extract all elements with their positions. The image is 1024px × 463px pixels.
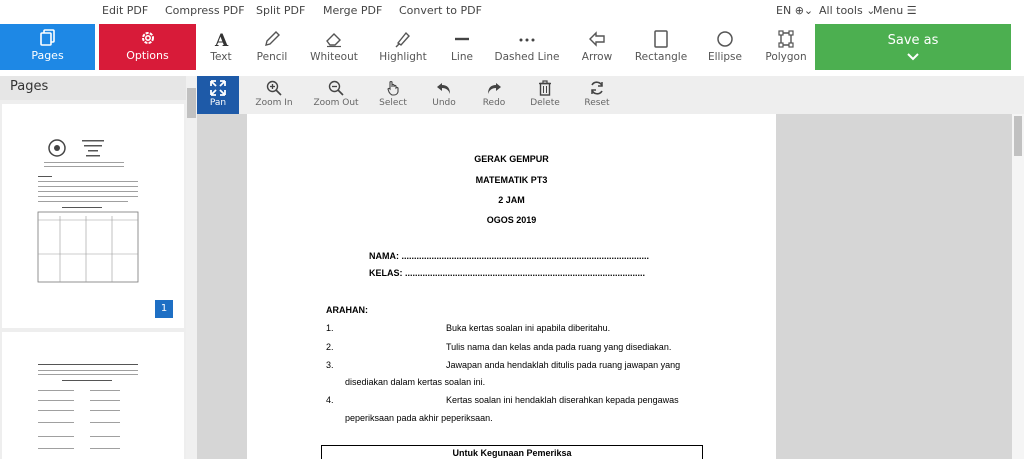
rectangle-icon bbox=[652, 30, 670, 48]
tool-zoom-out-label: Zoom Out bbox=[313, 98, 359, 108]
options-button-label: Options bbox=[126, 49, 169, 62]
tool-ellipse-label: Ellipse bbox=[708, 51, 742, 63]
tool-rectangle-label: Rectangle bbox=[634, 51, 688, 63]
tool-redo[interactable] bbox=[479, 76, 509, 114]
page-thumbnail-2-preview bbox=[2, 332, 184, 459]
tool-pan[interactable] bbox=[197, 76, 239, 114]
tool-arrow[interactable] bbox=[564, 26, 630, 63]
doc-item-continuation: disediakan dalam kertas soalan ini. bbox=[345, 377, 486, 387]
zoom-out-icon bbox=[328, 80, 344, 96]
zoom-in-icon bbox=[266, 80, 282, 96]
tool-line[interactable] bbox=[429, 26, 495, 63]
tool-polygon[interactable] bbox=[753, 26, 819, 63]
all-tools-label: All tools bbox=[819, 4, 863, 17]
globe-icon: ⊕⌄ bbox=[794, 4, 814, 17]
language-label: EN bbox=[776, 4, 792, 17]
doc-item-number: 1. bbox=[326, 323, 334, 333]
arrow-icon bbox=[588, 30, 606, 48]
pencil-icon bbox=[263, 30, 281, 48]
trash-icon bbox=[537, 80, 553, 96]
save-as-label: Save as bbox=[887, 33, 939, 48]
page-number-badge: 1 bbox=[155, 300, 173, 318]
doc-nama-field: NAMA: ................................................................................................... bbox=[369, 251, 650, 261]
sidebar-scrollbar-thumb[interactable] bbox=[187, 88, 196, 118]
all-tools-menu[interactable] bbox=[819, 4, 875, 17]
tool-undo[interactable] bbox=[429, 76, 459, 114]
tool-pencil[interactable] bbox=[239, 26, 305, 63]
tool-text-label: Text bbox=[210, 51, 232, 63]
nav-convert-to-pdf[interactable]: Convert to PDF bbox=[399, 4, 482, 17]
doc-title-line-2: MATEMATIK PT3 bbox=[475, 175, 548, 185]
svg-text:A: A bbox=[215, 31, 229, 48]
doc-item-number: 3. bbox=[326, 360, 334, 370]
tool-delete[interactable] bbox=[528, 76, 562, 114]
hand-pointer-icon bbox=[385, 80, 401, 96]
language-selector[interactable] bbox=[776, 4, 813, 17]
tool-zoom-in-label: Zoom In bbox=[255, 98, 293, 108]
doc-arahan-heading: ARAHAN: bbox=[326, 305, 368, 315]
tool-zoom-in[interactable] bbox=[249, 76, 299, 114]
nav-merge-pdf[interactable]: Merge PDF bbox=[323, 4, 383, 17]
doc-item-number: 2. bbox=[326, 342, 334, 352]
tool-undo-label: Undo bbox=[432, 98, 456, 108]
doc-item-text: Tulis nama dan kelas anda pada ruang yang disediakan. bbox=[446, 342, 672, 352]
doc-title-line-1: GERAK GEMPUR bbox=[474, 154, 549, 164]
options-button[interactable] bbox=[99, 24, 196, 70]
doc-item-text: Buka kertas soalan ini apabila diberitahu. bbox=[446, 323, 611, 333]
tool-dashed-line[interactable] bbox=[494, 26, 560, 63]
pages-button[interactable] bbox=[0, 24, 95, 70]
tool-dashed-line-label: Dashed Line bbox=[494, 51, 560, 63]
menu-label: Menu bbox=[873, 4, 904, 17]
top-navigation bbox=[0, 0, 1024, 22]
nav-edit-pdf[interactable]: Edit PDF bbox=[102, 4, 149, 17]
tool-arrow-label: Arrow bbox=[581, 51, 613, 63]
page-thumbnail-1-preview bbox=[2, 104, 184, 328]
canvas-scrollbar[interactable] bbox=[1012, 114, 1024, 459]
view-toolbar bbox=[197, 76, 1024, 114]
tool-redo-label: Redo bbox=[482, 98, 506, 108]
sidebar-title: Pages bbox=[0, 76, 186, 100]
text-icon bbox=[212, 30, 230, 48]
doc-title-line-4: OGOS 2019 bbox=[486, 215, 537, 225]
tool-reset-label: Reset bbox=[584, 98, 610, 108]
tool-pencil-label: Pencil bbox=[256, 51, 288, 63]
chevron-down-icon: ⌄ bbox=[866, 4, 876, 17]
annotation-toolbar bbox=[0, 22, 1024, 72]
tool-reset[interactable] bbox=[580, 76, 614, 114]
line-icon bbox=[453, 30, 471, 48]
tool-highlight-label: Highlight bbox=[379, 51, 427, 63]
tool-zoom-out[interactable] bbox=[310, 76, 362, 114]
tool-rectangle[interactable] bbox=[628, 26, 694, 63]
document-canvas[interactable] bbox=[197, 114, 1024, 459]
move-icon bbox=[210, 80, 226, 96]
hamburger-icon: ☰ bbox=[906, 4, 917, 17]
reset-icon bbox=[589, 80, 605, 96]
doc-kelas-field: KELAS: ................................................................................................ bbox=[369, 268, 646, 278]
examiner-box bbox=[321, 445, 703, 459]
tool-highlight[interactable] bbox=[370, 26, 436, 63]
doc-title-line-3: 2 JAM bbox=[498, 195, 525, 205]
ellipse-icon bbox=[716, 30, 734, 48]
save-as-button[interactable] bbox=[815, 24, 1011, 70]
pages-button-label: Pages bbox=[31, 49, 64, 62]
tool-line-label: Line bbox=[451, 51, 473, 63]
tool-select-label: Select bbox=[379, 98, 407, 108]
chevron-down-icon bbox=[906, 52, 920, 62]
tool-whiteout-label: Whiteout bbox=[310, 51, 358, 63]
menu-button[interactable] bbox=[873, 4, 917, 17]
doc-item-number: 4. bbox=[326, 395, 334, 405]
tool-delete-label: Delete bbox=[530, 98, 560, 108]
examiner-box-title: Untuk Kegunaan Pemeriksa bbox=[452, 448, 572, 458]
tool-polygon-label: Polygon bbox=[765, 51, 807, 63]
highlighter-icon bbox=[394, 30, 412, 48]
doc-item-text: Kertas soalan ini hendaklah diserahkan kepada pengawas bbox=[446, 395, 679, 405]
pages-icon bbox=[40, 29, 56, 47]
sidebar-scrollbar[interactable] bbox=[186, 76, 197, 459]
doc-item-continuation: peperiksaan pada akhir peperiksaan. bbox=[345, 413, 493, 423]
tool-whiteout[interactable] bbox=[301, 26, 367, 63]
nav-compress-pdf[interactable]: Compress PDF bbox=[165, 4, 245, 17]
eraser-icon bbox=[325, 30, 343, 48]
polygon-icon bbox=[777, 30, 795, 48]
gear-icon bbox=[139, 29, 157, 47]
undo-icon bbox=[436, 80, 452, 96]
nav-split-pdf[interactable]: Split PDF bbox=[256, 4, 306, 17]
pdf-page[interactable] bbox=[247, 114, 776, 459]
page-thumbnail-2[interactable] bbox=[2, 332, 184, 459]
dashed-line-icon bbox=[518, 30, 536, 48]
redo-icon bbox=[486, 80, 502, 96]
tool-ellipse[interactable] bbox=[692, 26, 758, 63]
pages-sidebar bbox=[0, 76, 197, 459]
page-thumbnail-1[interactable] bbox=[2, 104, 184, 328]
tool-select[interactable] bbox=[377, 76, 409, 114]
tool-pan-label: Pan bbox=[209, 98, 227, 108]
canvas-scrollbar-thumb[interactable] bbox=[1014, 116, 1022, 156]
doc-item-text: Jawapan anda hendaklah ditulis pada ruang jawapan yang bbox=[446, 360, 681, 370]
